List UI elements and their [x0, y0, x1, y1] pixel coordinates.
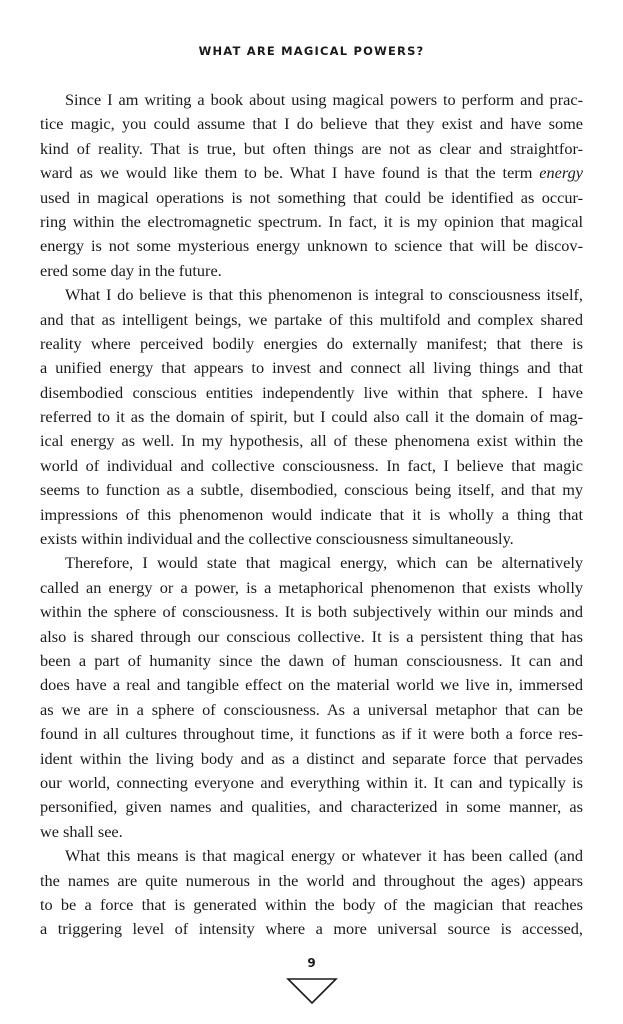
text-line: Therefore, I would state that magical energy, which can be alternatively [65, 553, 583, 573]
text-line: tice magic, you could assume that I do believe that they exist and have some [40, 114, 583, 134]
text-line: ward as we would like them to be. What I have found is that the term energy [40, 163, 583, 183]
text-line: What this means is that magical energy or whatever it has been called (and [65, 846, 583, 866]
text-line: ident within the living body and as a distinct and separate force that pervades [40, 748, 583, 768]
text-line: ring within the electromagnetic spectrum. In fact, it is my opinion that magical [40, 211, 583, 231]
text-line: used in magical operations is not something that could be identified as occur- [40, 187, 583, 207]
text-line: a unified energy that appears to invest and connect all living things and that [40, 358, 583, 378]
text-line: the names are quite numerous in the world and throughout the ages) appears [40, 870, 583, 890]
text-line: also is shared through our conscious collective. It is a persistent thing that has [40, 626, 583, 646]
text-line: and that as intelligent beings, we partake of this multifold and complex shared [40, 309, 583, 329]
running-head: WHAT ARE MAGICAL POWERS? [198, 44, 425, 58]
text-line: referred to it as the domain of spirit, but I could also call it the domain of mag- [40, 407, 583, 427]
text-line: exists within individual and the collective consciousness simultaneously. [40, 529, 514, 549]
text-line: does have a real and tangible effect on the material world we live in, immersed [40, 675, 583, 695]
text-line: been a part of humanity since the dawn of human consciousness. It can and [40, 650, 583, 670]
page-number: 9 [307, 956, 316, 970]
text-line: ical energy as well. In my hypothesis, all of these phenomena exist within the [40, 431, 583, 451]
text-line: reality where perceived bodily energies do externally manifest; that there is [40, 333, 583, 353]
text-line: world of individual and collective consciousness. In fact, I believe that magic [40, 455, 583, 475]
text-line: our world, connecting everyone and everything within it. It can and typically is [40, 772, 583, 792]
text-line: kind of reality. That is true, but often things are not as clear and straightfor- [40, 138, 583, 158]
text-line: ered some day in the future. [40, 260, 222, 280]
text-line: disembodied conscious entities independently live within that sphere. I have [40, 382, 583, 402]
text-line: we shall see. [40, 821, 123, 841]
text-line: Since I am writing a book about using magical powers to perform and prac- [65, 90, 583, 109]
triangle-ornament-icon [286, 977, 338, 1005]
text-line: personified, given names and qualities, and characterized in some manner, as [40, 797, 583, 817]
body-text [40, 88, 583, 942]
text-line: a triggering level of intensity where a more universal source is accessed, [40, 919, 583, 939]
text-line: seems to function as a subtle, disembodied, conscious being itself, and that my [40, 480, 583, 500]
text-line: called an energy or a power, is a metaphorical phenomenon that exists wholly [40, 577, 583, 597]
text-line: What I do believe is that this phenomenon is integral to consciousness itself, [65, 285, 583, 305]
text-line: to be a force that is generated within the body of the magician that reaches [40, 894, 583, 914]
text-line: as we are in a sphere of consciousness. As a universal metaphor that can be [40, 699, 583, 719]
text-line: within the sphere of consciousness. It is both subjectively within our minds and [40, 602, 583, 622]
text-line: energy is not some mysterious energy unknown to science that will be discov- [40, 236, 583, 256]
text-line: impressions of this phenomenon would indicate that it is wholly a thing that [40, 504, 583, 524]
text-line: found in all cultures throughout time, it functions as if it were both a force res- [40, 724, 583, 744]
